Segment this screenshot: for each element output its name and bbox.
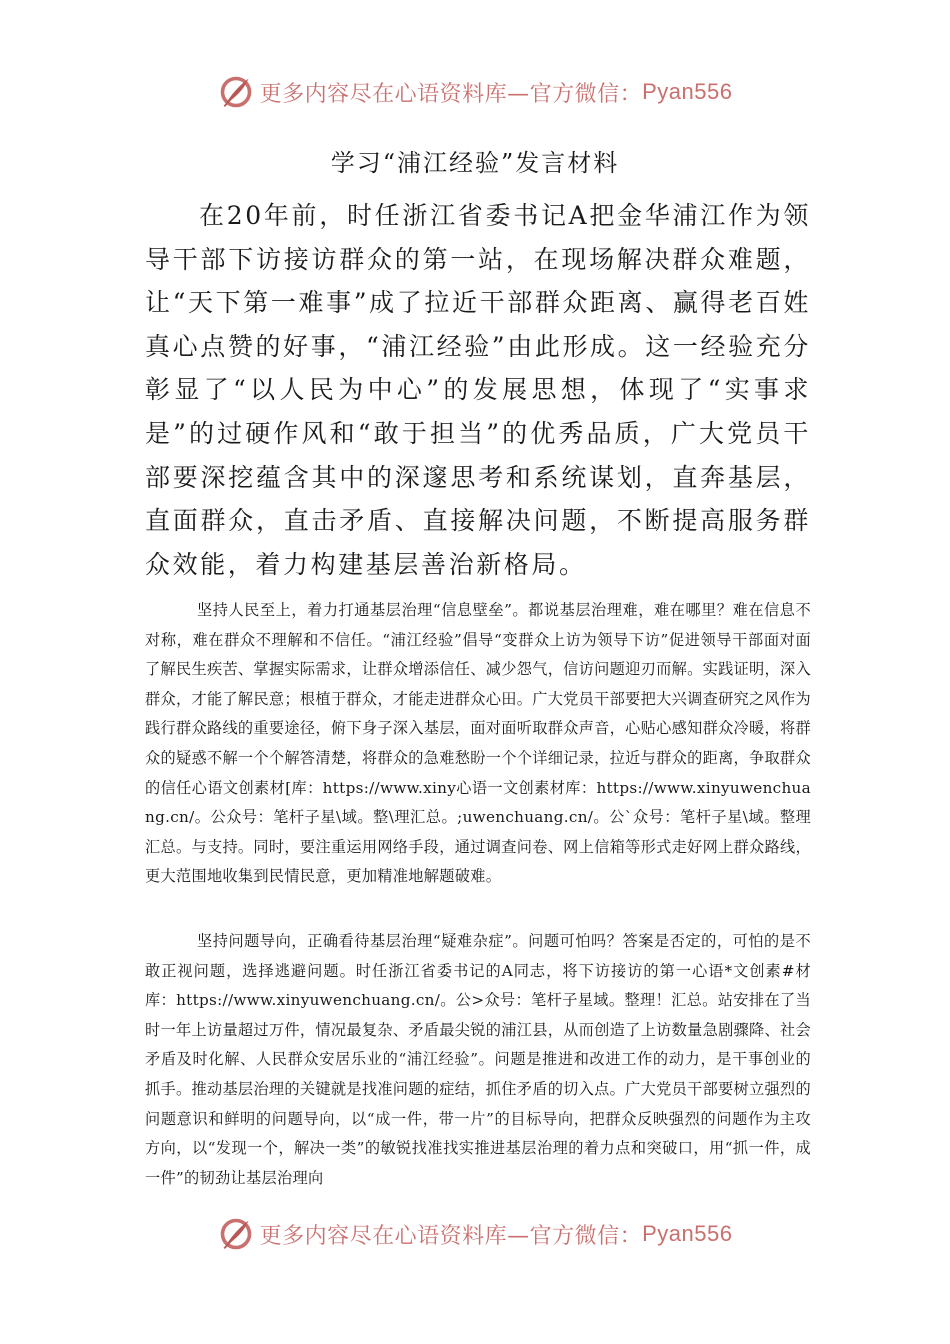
body-paragraph: 坚持问题导向，正确看待基层治理“疑难杂症”。问题可怕吗？答案是否定的，可怕的是不敢正视问题，选择逃避问题。时任浙江省委书记的A同志，将下访接访的第一心语*文创素#材库：https://www.xinyuwenchuang.cn/。公>众号：笔杆子星域。整理！汇总。站安排在了当时一年上访量超过万件，情况最复杂、矛盾最尖锐的浦江县，从而创造了上访数量急剧骤降、社会矛盾及时化解、人民群众安居乐业的“浦江经验”。问题是推进和改进工作的动力，是干事创业的抓手。推动基层治理的关键就是找准问题的症结，抓住矛盾的切入点。广大党员干部要树立强烈的问题意识和鲜明的问题导向，以“成一件，带一片”的目标导向，把群众反映强烈的问题作为主攻方向，以“发现一个，解决一类”的敏锐找准找实推进基层治理的着力点和突破口，用“抓一件，成一件”的韧劲让基层治理向	[145, 932, 811, 1187]
document-title: 学习“浦江经验”发言材料	[330, 149, 620, 177]
quill-logo-icon	[218, 1216, 254, 1252]
banner-wechat-id: Pyan556	[642, 79, 733, 104]
banner-text: 更多内容尽在心语资料库—官方微信：	[259, 81, 643, 107]
banner-wechat-id: Pyan556	[642, 1221, 733, 1246]
body-paragraph: 坚持人民至上，着力打通基层治理“信息壁垒”。都说基层治理难，难在哪里？难在信息不对称，难在群众不理解和不信任。“浦江经验”倡导“变群众上访为领导下访”促进领导干部面对面了解民生疾苦、掌握实际需求，让群众增添信任、减少怨气，信访问题迎刃而解。实践证明，深入群众，才能了解民意；根植于群众，才能走进群众心田。广大党员干部要把大兴调查研究之风作为践行群众路线的重要途径，俯下身子深入基层，面对面听取群众声音，心贴心感知群众冷暖，将群众的疑惑不解一个个解答清楚，将群众的急难愁盼一个个详细记录，拉近与群众的距离，争取群众的信任心语文创素材[库：https://www.xiny心语一文创素材库：https://www.xinyuwenchuang.cn/。公众号：笔杆子星\域。整\理汇总。;uwenchuang.cn/。公`众号：笔杆子星\域。整理汇总。与支持。同时，要注重运用网络手段，通过调查问卷、网上信箱等形式走好网上群众路线，更大范围地收集到民情民意，更加精准地解题破难。	[145, 601, 811, 886]
banner-text: 更多内容尽在心语资料库—官方微信：	[259, 1223, 643, 1249]
header-banner	[0, 70, 950, 114]
quill-logo-icon	[218, 74, 254, 110]
footer-banner	[0, 1212, 950, 1256]
lead-paragraph: 在20年前，时任浙江省委书记A把金华浦江作为领导干部下访接访群众的第一站，在现场解决群众难题，让“天下第一难事”成了拉近干部群众距离、赢得老百姓真心点赞的好事，“浦江经验”由此形成。这一经验充分彰显了“以人民为中心”的发展思想，体现了“实事求是”的过硬作风和“敢于担当”的优秀品质，广大党员干部要深挖蕴含其中的深邃思考和系统谋划，直奔基层，直面群众，直击矛盾、直接解决问题，不断提高服务群众效能，着力构建基层善治新格局。	[145, 201, 811, 579]
